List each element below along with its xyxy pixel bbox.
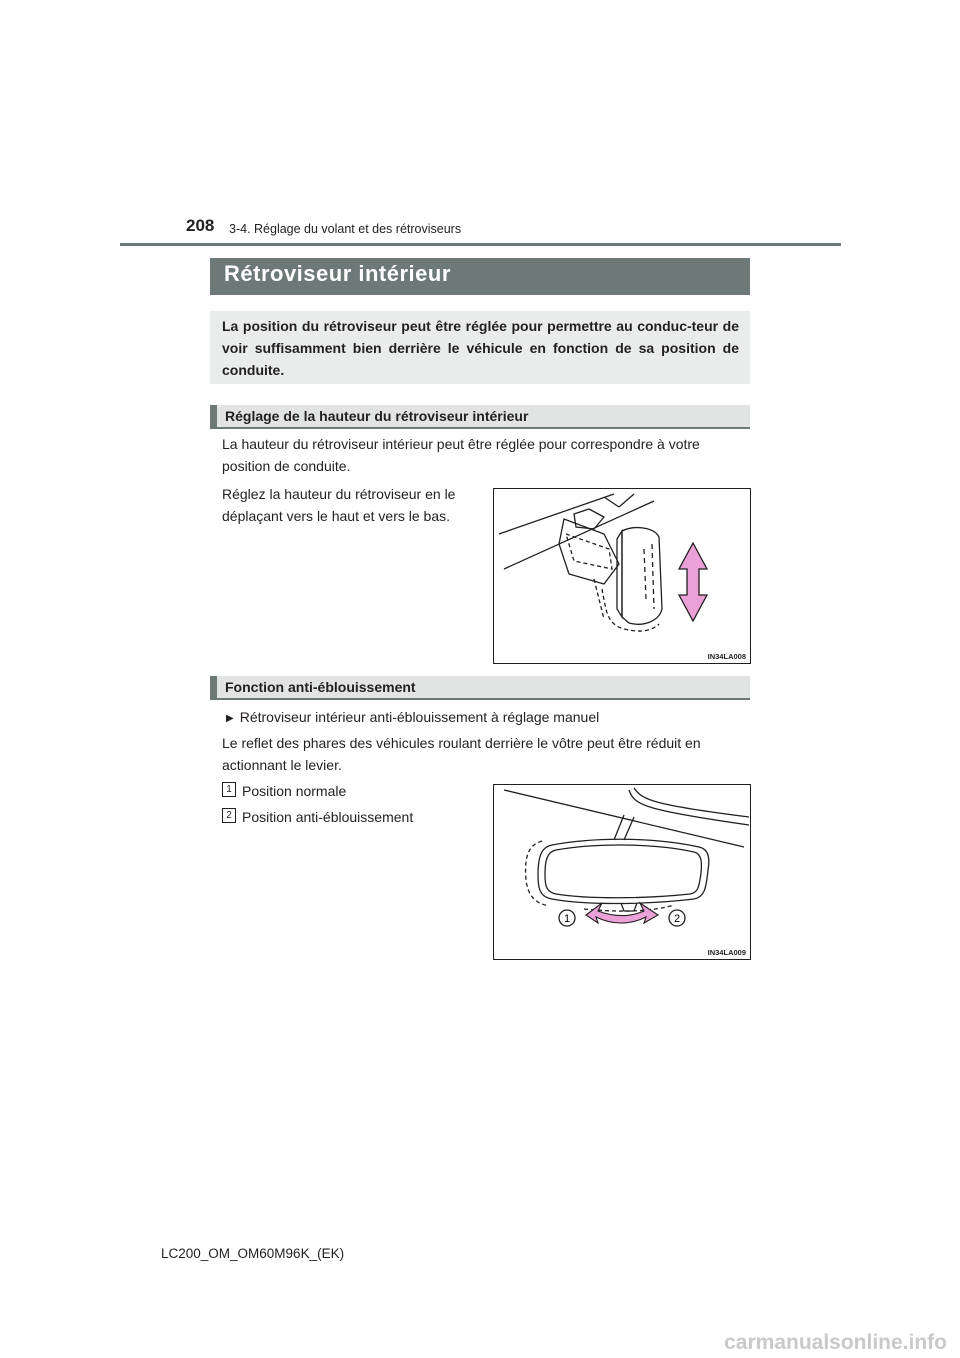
figure-label-1: 1 (563, 913, 571, 925)
number-badge: 2 (222, 808, 236, 823)
figure-mirror-antiglare (493, 784, 751, 960)
antiglare-bullet (226, 706, 746, 730)
list-item-antiglare (222, 806, 482, 826)
height-paragraph-1: La hauteur du rétroviseur intérieur peut être réglée pour correspondre à votre position de conduite. (222, 436, 700, 474)
watermark: carmanualsonline.info (724, 1331, 947, 1354)
triangle-bullet-icon: ▶ (226, 713, 234, 724)
list-item-label: Position anti-éblouissement (242, 809, 414, 825)
page-title: Rétroviseur intérieur (224, 261, 451, 286)
intro-box (210, 311, 750, 384)
page-number: 208 (186, 216, 215, 235)
antiglare-bullet-text: Rétroviseur intérieur anti-éblouissement à réglage manuel (239, 709, 600, 725)
number-badge: 1 (222, 782, 236, 797)
section-heading-antiglare-text: Fonction anti-éblouissement (225, 679, 416, 695)
mirror-antiglare-illustration (494, 785, 750, 959)
list-item-normal (222, 780, 482, 800)
section-heading-height-text: Réglage de la hauteur du rétroviseur intérieur (225, 408, 529, 424)
intro-text: La position du rétroviseur peut être réglée pour permettre au conduc-teur de voir suffisamment bien derrière le véhicule en fonction de sa position de conduite. (222, 318, 739, 378)
section-heading-height (210, 405, 750, 429)
section-heading-antiglare (210, 676, 750, 700)
figure-code: IN34LA009 (707, 948, 746, 957)
figure-mirror-height (493, 488, 751, 664)
header-rule (120, 243, 841, 246)
up-down-arrow-icon (679, 543, 707, 621)
document-footer: LC200_OM_OM60M96K_(EK) (161, 1246, 345, 1261)
mirror-height-illustration (494, 489, 750, 663)
figure-code: IN34LA008 (707, 652, 746, 661)
section-reference: 3-4. Réglage du volant et des rétroviseurs (229, 222, 462, 236)
antiglare-paragraph: Le reflet des phares des véhicules roulant derrière le vôtre peut être réduit en actionnant le levier. (222, 735, 701, 773)
figure-label-2: 2 (673, 913, 681, 925)
list-item-label: Position normale (242, 783, 347, 799)
page-title-bar (210, 258, 750, 295)
height-paragraph-2: Réglez la hauteur du rétroviseur en le déplaçant vers le haut et vers le bas. (222, 486, 456, 524)
